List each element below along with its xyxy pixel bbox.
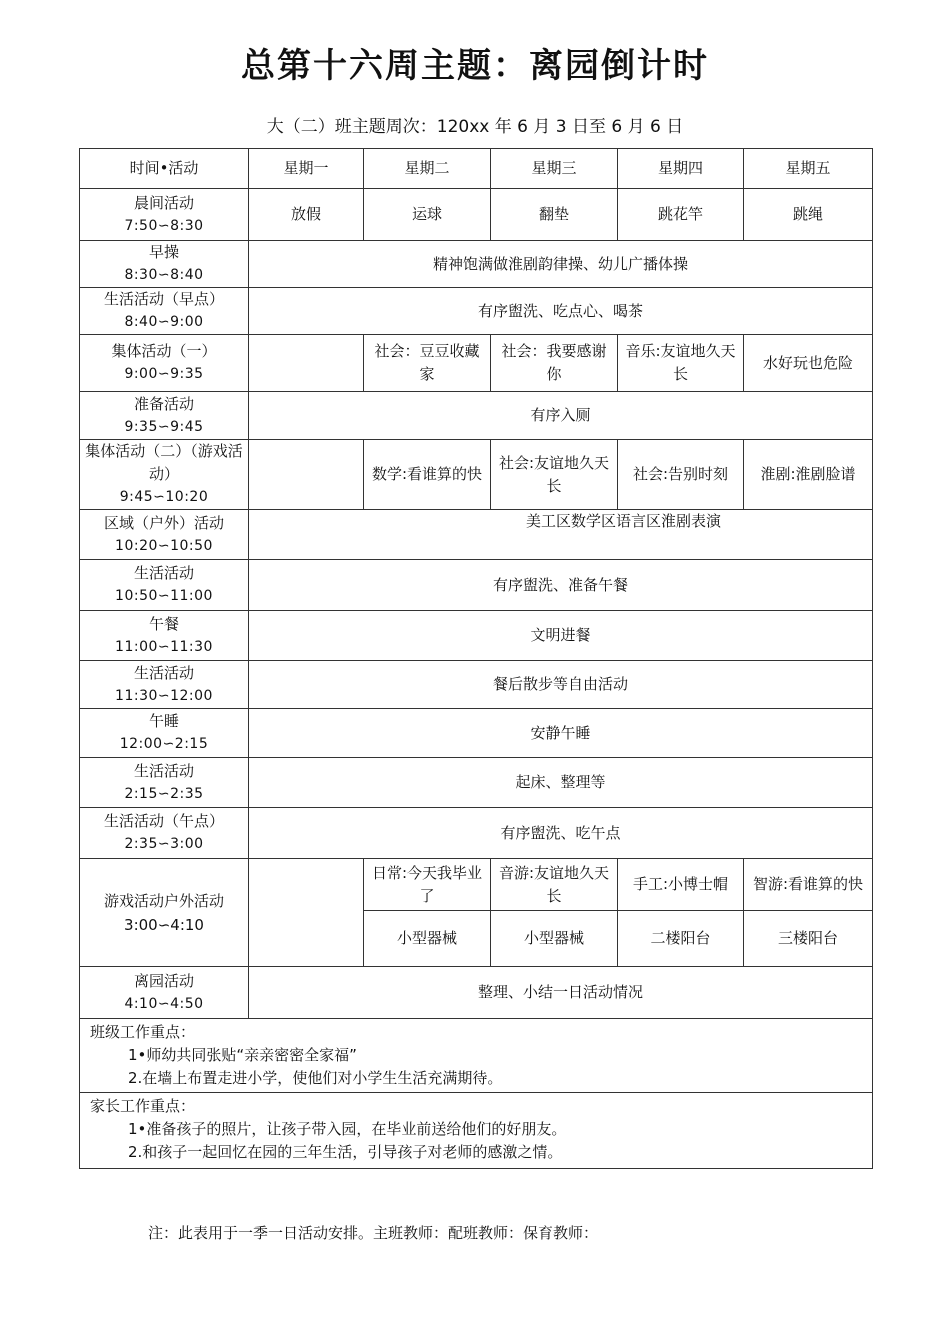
table-row — [80, 335, 873, 392]
parent-focus-item: 2.和孩子一起回忆在园的三年生活，引导孩子对老师的感激之情。 — [128, 1143, 563, 1161]
activity-label: 晨间活动 — [133, 193, 194, 212]
page-subtitle: 大（二）班主题周次：120xx 年 6 月 3 日至 6 月 6 日 — [266, 117, 684, 137]
activity-time: 8:30∽8:40 — [124, 267, 204, 283]
day-cell — [249, 859, 364, 967]
activity-time: 2:15∽2:35 — [124, 785, 204, 802]
header-cell: 星期一 — [249, 149, 364, 189]
row-label-cell — [80, 758, 249, 808]
merged-content-cell: 有序入厕 — [249, 392, 873, 440]
day-cell: 翻垫 — [491, 189, 618, 241]
table-row — [80, 967, 873, 1019]
activity-label: 区域（户外）活动 — [103, 513, 224, 532]
merged-content-cell: 美工区数学区语言区淮剧表演 — [249, 510, 873, 560]
row-label-cell — [80, 335, 249, 392]
activity-time: 10:50∽11:00 — [115, 588, 213, 604]
day-cell: 跳绳 — [744, 189, 873, 241]
activity-label: 生活活动 — [133, 761, 194, 780]
merged-content-cell: 整理、小结一日活动情况 — [249, 967, 873, 1019]
parent-focus-item: 1•准备孩子的照片，让孩子带入园，在毕业前送给他们的好朋友。 — [128, 1120, 567, 1138]
row-label-cell — [80, 510, 249, 560]
day-cell: 社会:告别时刻 — [618, 440, 744, 510]
day-cell: 社会：我要感谢你 — [491, 335, 618, 392]
table-row — [80, 709, 873, 758]
day-cell: 水好玩也危险 — [744, 335, 873, 392]
day-cell: 跳花竿 — [618, 189, 744, 241]
row-label-cell — [80, 661, 249, 709]
day-cell: 音游:友谊地久天长 — [491, 859, 618, 911]
activity-label: 生活活动 — [133, 663, 194, 682]
day-cell: 三楼阳台 — [744, 911, 873, 967]
activity-time: 9:45∽10:20 — [119, 489, 209, 505]
row-label-cell — [80, 189, 249, 241]
table-row — [80, 808, 873, 859]
table-row — [80, 611, 873, 661]
day-cell: 小型器械 — [364, 911, 491, 967]
parent-focus-cell — [80, 1093, 873, 1169]
merged-content-cell: 起床、整理等 — [249, 758, 873, 808]
day-cell: 放假 — [249, 189, 364, 241]
day-cell: 日常:今天我毕业了 — [364, 859, 491, 911]
row-label-cell — [80, 560, 249, 611]
row-label-cell — [80, 440, 249, 510]
day-cell — [249, 440, 364, 510]
merged-content-cell: 安静午睡 — [249, 709, 873, 758]
activity-time: 10:20∽10:50 — [115, 537, 213, 554]
merged-content-cell: 有序盥洗、吃点心、喝茶 — [249, 288, 873, 335]
table-row — [80, 440, 873, 510]
activity-label: 早操 — [148, 243, 179, 261]
merged-content-cell: 文明进餐 — [249, 611, 873, 661]
day-cell: 音乐:友谊地久天长 — [618, 335, 744, 392]
table-row — [80, 288, 873, 335]
activity-label: 生活活动（早点） — [103, 290, 224, 308]
day-cell: 手工:小博士帽 — [618, 859, 744, 911]
table-row — [80, 189, 873, 241]
header-cell: 时间•活动 — [80, 149, 249, 189]
row-label-cell — [80, 709, 249, 758]
footer-note: 注：此表用于一季一日活动安排。主班教师：配班教师：保育教师： — [148, 1224, 599, 1242]
merged-content-cell: 有序盥洗、准备午餐 — [249, 560, 873, 611]
activity-label: 准备活动 — [133, 394, 194, 413]
activity-time: 8:40∽9:00 — [124, 314, 204, 330]
header-cell: 星期四 — [618, 149, 744, 189]
row-label-cell — [80, 288, 249, 335]
activity-label: 集体活动（一） — [111, 342, 217, 360]
activity-label: 午餐 — [148, 614, 179, 633]
day-cell: 社会:友谊地久天长 — [491, 440, 618, 510]
activity-label: 生活活动 — [133, 564, 194, 582]
table-row — [80, 392, 873, 440]
class-focus-row — [80, 1019, 873, 1093]
table-row — [80, 859, 873, 911]
day-cell: 运球 — [364, 189, 491, 241]
row-label-cell — [80, 241, 249, 288]
day-cell — [249, 335, 364, 392]
table-row — [80, 560, 873, 611]
activity-time: 2:35∽3:00 — [124, 836, 204, 852]
activity-label: 午睡 — [148, 712, 179, 730]
header-cell: 星期五 — [744, 149, 873, 189]
day-cell: 小型器械 — [491, 911, 618, 967]
merged-content-cell: 餐后散步等自由活动 — [249, 661, 873, 709]
day-cell: 智游:看谁算的快 — [744, 859, 873, 911]
activity-time: 7:50∽8:30 — [124, 217, 204, 234]
day-cell: 社会：豆豆收藏家 — [364, 335, 491, 392]
activity-label: 生活活动（午点） — [103, 812, 224, 830]
class-focus-item: 2.在墙上布置走进小学，使他们对小学生生活充满期待。 — [128, 1069, 503, 1087]
table-row — [80, 510, 873, 560]
activity-label: 离园活动 — [133, 971, 194, 990]
activity-time: 11:00∽11:30 — [115, 638, 213, 655]
parent-focus-row — [80, 1093, 873, 1169]
activity-time: 4:10∽4:50 — [124, 995, 204, 1012]
day-cell: 淮剧:淮剧脸谱 — [744, 440, 873, 510]
table-row — [80, 758, 873, 808]
row-label-cell — [80, 967, 249, 1019]
activity-time: 12:00∽2:15 — [119, 736, 209, 752]
parent-focus-title: 家长工作重点： — [90, 1097, 196, 1115]
schedule-table — [79, 148, 873, 1169]
merged-content-cell: 精神饱满做淮剧韵律操、幼儿广播体操 — [249, 241, 873, 288]
header-cell: 星期二 — [364, 149, 491, 189]
header-cell: 星期三 — [491, 149, 618, 189]
class-focus-title: 班级工作重点： — [90, 1023, 196, 1041]
table-row — [80, 241, 873, 288]
activity-time: 9:35∽9:45 — [124, 418, 204, 435]
row-label-cell — [80, 611, 249, 661]
row-label-cell — [80, 808, 249, 859]
day-cell: 数学:看谁算的快 — [364, 440, 491, 510]
table-row — [80, 661, 873, 709]
activity-label: 集体活动（二）（游戏活动） — [85, 442, 243, 483]
class-focus-cell — [80, 1019, 873, 1093]
activity-time: 9:00∽9:35 — [124, 366, 204, 382]
activity-time: 11:30∽12:00 — [115, 687, 213, 704]
row-label-cell — [80, 392, 249, 440]
page-title: 总第十六周主题：离园倒计时 — [241, 46, 709, 86]
row-label-cell: 游戏活动户外活动 3:00∽4:10 — [80, 859, 249, 967]
table-header-row — [80, 149, 873, 189]
class-focus-item: 1•师幼共同张贴“亲亲密密全家福” — [128, 1046, 357, 1064]
merged-content-cell: 有序盥洗、吃午点 — [249, 808, 873, 859]
day-cell: 二楼阳台 — [618, 911, 744, 967]
